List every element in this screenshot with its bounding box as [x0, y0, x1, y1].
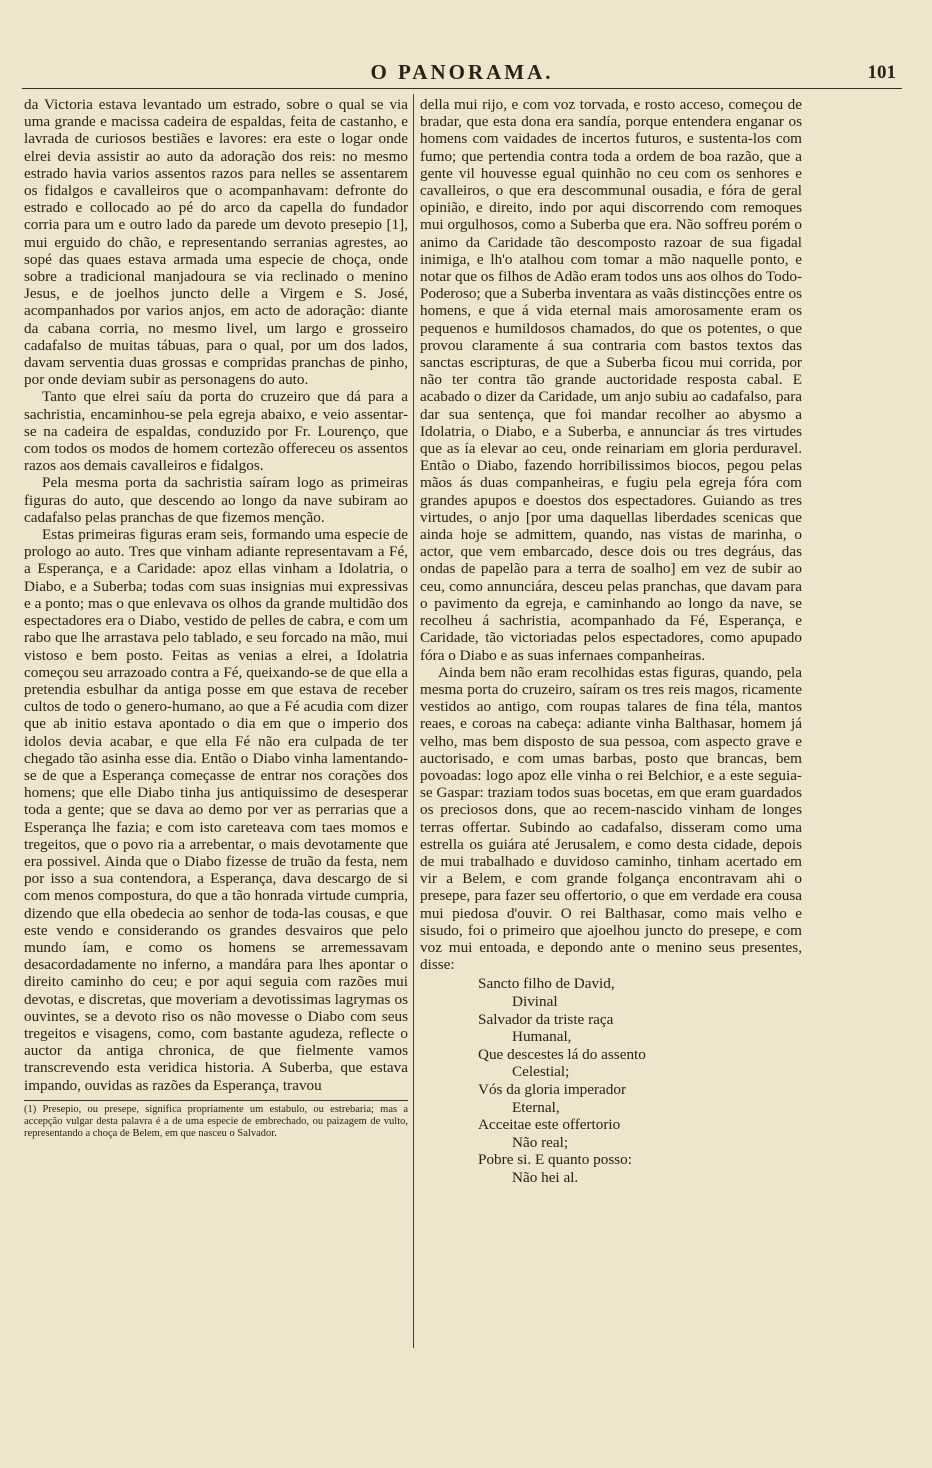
verse-line: Não real;	[512, 1133, 569, 1151]
paragraph: da Victoria estava levantado um estrado, sobre o qual se via uma grande e macissa cadeira de espaldas, feita de castanho, e lavrada de curiosos bestiães e lavores: era este o logar onde elrei devia assistir ao auto da adoração dos reis: no mesmo estrado havia varios assentos razos para nelles se assentarem os fidalgos e cavalleiros que o acompanhavam: defronte do estrado e collocado ao pé do arco da capella do fundador corria para um e outro lado da parede um devoto presepio [1], mui erguido do chão, e representando serranias agrestes, ao sopé das quaes estava armada uma especie de choça, onde sobre a tradicional manjadoura se via reclinado o menino Jesus, e de joelhos juncto delle a Virgem e S. José, acompanhados por varios anjos, em acto de adoração: diante da cabana corria, no mesmo livel, um largo e grosseiro cadafalso de muitas tábuas, para o qual, por um dos lados, davam serventia duas grossas e compridas pranchas de pinho, por onde deviam subir as personagens do auto.	[24, 96, 408, 389]
footnote-rule	[24, 1100, 408, 1101]
verse-line: Vós da gloria imperador	[478, 1080, 627, 1098]
verse-line: Que descestes lá do assento	[478, 1045, 646, 1063]
right-column	[420, 96, 802, 1186]
footnote: (1) Presepio, ou presepe, significa propriamente um estabulo, ou estrebaria; mas a accepção vulgar desta palavra é a de uma especie de embrechado, ou paizagem de vulto, representando a choça de Belem, em que nasceu o Salvador.	[24, 1103, 408, 1139]
paragraph: Pela mesma porta da sachristia saíram logo as primeiras figuras do auto, que descendo ao longo da nave subiram ao cadafalso pelas pranchas de que fizemos menção.	[24, 474, 408, 526]
left-column	[24, 96, 408, 1140]
column-divider	[413, 94, 414, 1348]
verse	[478, 975, 802, 1186]
verse-line: Não hei al.	[512, 1168, 579, 1186]
page-number: 101	[867, 62, 896, 83]
running-title: O PANORAMA.	[370, 60, 554, 84]
page-header	[22, 58, 902, 89]
verse-line: Sancto filho de David,	[478, 975, 615, 993]
paragraph: Ainda bem não eram recolhidas estas figuras, quando, pela mesma porta do cruzeiro, saíram os tres reis magos, ricamente vestidos ao antigo, com roupas talares de fina téla, mantos reaes, e coroas na cabeça: adiante vinha Balthasar, homem já velho, mas bem disposto de sua pessoa, com aspecto grave e auctorisado, e com umas barbas, posto que brancas, bem povoadas: logo apoz elle vinha o rei Belchior, e a este seguia-se Gaspar: traziam todos suas bocetas, em que eram guardados os preciosos dons, que ao recem-nascido vinham de longes terras offertar. Subindo ao cadafalso, disseram como uma estrella os guiára até Jerusalem, e como desta cidade, depois de mui trabalhado e duvidoso caminho, tinham acertado em vir a Belem, e com grande folgança encontravam ahi o presepe, para fazer seu offertorio, o que em verdade era cousa mui piedosa d'ouvir. O rei Balthasar, como mais velho e sisudo, foi o primeiro que ajoelhou juncto do presepe, e com voz mui entoada, e depondo ante o menino seus presentes, disse:	[420, 663, 802, 974]
verse-line: Celestial;	[512, 1063, 570, 1081]
verse-line: Pobre si. E quanto posso:	[478, 1151, 632, 1169]
verse-line: Acceitae este offertorio	[478, 1116, 621, 1134]
verse-line: Eternal,	[512, 1098, 560, 1116]
verse-line: Humanal,	[512, 1028, 572, 1046]
paragraph: Tanto que elrei saíu da porta do cruzeiro que dá para a sachristia, encaminhou-se pela egreja abaixo, e veio assentar-se na cadeira de espaldas, conduzido por Fr. Lourenço, que com todos os modos de homem cortezão offereceu os assentos razos aos demais cavalleiros e fidalgos.	[24, 388, 408, 475]
verse-line: Salvador da triste raça	[478, 1010, 614, 1028]
paragraph: Estas primeiras figuras eram seis, formando uma especie de prologo ao auto. Tres que vinham adiante representavam a Fé, a Esperança, e a Caridade: apoz ellas vinham a Idolatria, o Diabo, e a Suberba; todas com suas insignias mui expressivas e a ponto; mas o que enlevava os olhos da grande multidão dos espectadores era o Diabo, vestido de pelles de cabra, e com um rabo que lhe arrastava pelo tablado, e seu forcado na mão, mui vistoso e bem posto. Feitas as venias a elrei, a Idolatria começou seu arrazoado contra a Fé, queixando-se de que ella a pretendia esbulhar da antiga posse em que estava de receber cultos de todo o genero-humano, ao que a Fé acudia com dizer que ab initio estava apontado o dia em que o imperio dos idolos devia acabar, e que ella Fé não era culpada de ter chegado tão asinha esse dia. Então o Diabo vinha lamentando-se de que a Esperança começasse de entrar nos corações dos homens; que elle Diabo tinha jus antiquissimo de desesperar toda a gente; que se dava ao demo por ver as perrarias que a Esperança lhe fazia; e com isto careteava com taes momos e tregeitos, que o povo ria a arrebentar, o mais devotamente que era possivel. Ainda que o Diabo fizesse de truão da festa, nem por isso a sua contendora, a Esperança, dava descargo de si com menos compostura, do que a tão honrada virtude cumpria, dizendo que ella obedecia ao senhor de toda-las cousas, e que este vendo e considerando os grandes desvairos que pelo mundo íam, e como os homens se arremessavam desacordadamente no inferno, a mandára para lhes apontar o direito caminho do ceu; e por aqui seguia com razões mui devotas, e discretas, que moveriam a devotissimas lagrymas os ouvintes, se a devoto riso os não movesse o Diabo com seus tregeitos e visagens, como, com bastante agudeza, reflecte o auctor da antiga chronica, de que fielmente vamos transcrevendo esta veridica historia. A Suberba, que estava impando, ouvidas as razões da Esperança, travou	[24, 526, 408, 1094]
verse-line: Divinal	[512, 992, 558, 1010]
paragraph: della mui rijo, e com voz torvada, e rosto acceso, começou de bradar, que esta dona era sandía, porque entendera enganar os homens com vaidades de incertos futuros, e sustenta-los com fumo; que pertendia contra toda a ordem de boa razão, que a gente vil houvesse egual quinhão no ceu com os senhores e cavalleiros, o que era descommunal ousadia, e fóra de geral opinião, e direito, indo por aqui discorrendo com remoques mui orgulhosos, como a Suberba que era. Não soffreu porém o animo da Caridade tão descomposto razoar de sua figadal inimiga, e lh'o atalhou com tomar a mão naquelle ponto, e notar que os filhos de Adão eram todos uns aos olhos do Todo-Poderoso; que a Suberba inventara as vaãs distincções entre os homens, e que á vida eternal mais amorosamente eram os pequenos e humildosos chamados, do que os potentes, o que provou claramente á sua contraria com bastos textos das sanctas escripturas, de que a Suberba ficou mui corrida, por não ter contra tão grande auctoridade resposta cabal. E acabado o dizer da Caridade, um anjo subiu ao cadafalso, para dar sua sentença, que foi mandar recolher ao abysmo a Idolatria, o Diabo, e a Suberba, e annunciar ás tres virtudes que as ía elevar ao ceu, onde reinariam em gloria perduravel. Então o Diabo, fazendo horribilissimos biocos, pegou pelas mãos ás duas companheiras, e fugiu pela egreja fóra com grandes apupos e doestos dos espectadores. Guiando as tres virtudes, o anjo [por uma daquellas liberdades scenicas que ainda hoje se admittem, quando, nas vistas de marinha, o actor, que vem embarcado, desce dois ou tres degráus, das ondas de papelão para a terra de soalho] em vez de subir ao ceu, como annunciára, desceu pelas pranchas, que davam para o pavimento da egreja, e caminhando ao longo da nave, se recolheu á sachristia, acompanhado da Fé, Esperança, e Caridade, tão victoriadas pelos espectadores, como apupado fóra o Diabo e as suas infernaes companheiras.	[420, 96, 802, 664]
